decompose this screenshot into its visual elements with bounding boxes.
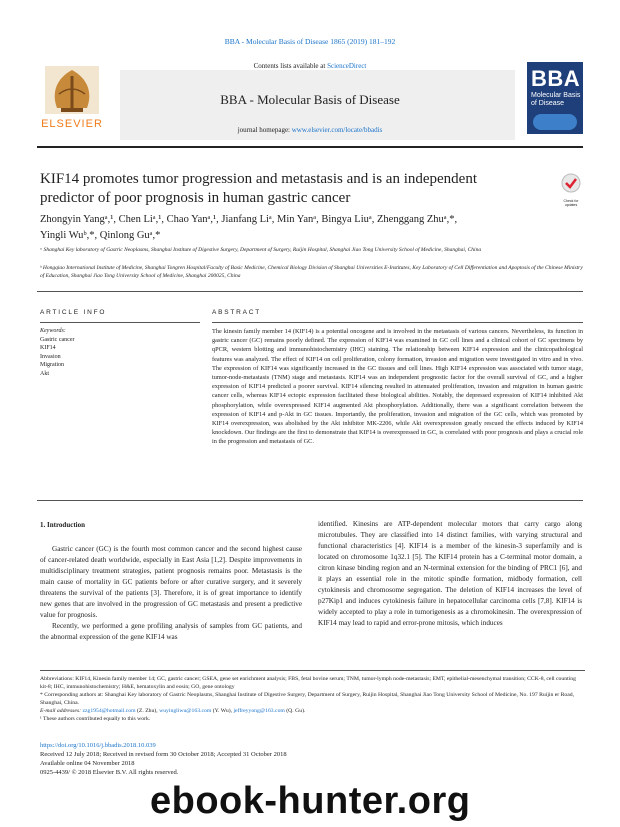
- intro-paragraph: Recently, we performed a gene profiling analysis of samples from GC patients, and the abnormal expression of the gene KIF14 was: [40, 622, 302, 641]
- intro-paragraph: Gastric cancer (GC) is the fourth most common cancer and the second highest cause of cancer-related death worldwide, especially in East Asia [1,2]. Despite improvements in multidisciplinary treatment strategies, patient prognosis remains poor. Metastasis is the main cause of mortality in GC patients before or after curative surgery, and it severely threatens the survival of the patients [3]. Therefore, it is of great importance to identify new genes that are involved in the progression of GC metastasis and present a predictive value for prognosis.: [40, 545, 302, 619]
- homepage-link[interactable]: www.elsevier.com/locate/bbadis: [291, 126, 383, 134]
- keyword: Akt: [40, 370, 49, 377]
- publication-info: [40, 741, 287, 777]
- author-list: [40, 212, 580, 244]
- authors-line-2: Yingli Wuᵇ,*, Qinlong Guᵃ,*: [40, 230, 161, 241]
- email-addresses: E-mail addresses: zzg1954@hotmail.com (Z. Zhu), wuyingliwu@163.com (Y. Wu), jeffreyyong@163.com (Q. Gu).: [40, 708, 306, 714]
- abbreviations: Abbreviations: KIF14, Kinesin family member 14; GC, gastric cancer; GSEA, gene set enrichment analysis; FBS, fetal bovine serum; TNM, tumor-lymph node-metastasis; EMT, epithelial-mesenchymal transition; CCK-8, cell counting kit-8; IHC, immunohistochemistry; H&E, hematoxylin and eosin; GO, gene ontology: [40, 676, 576, 690]
- check-label: Check for updates: [563, 199, 579, 207]
- cover-graphic: [533, 114, 577, 130]
- update-icon: [559, 172, 583, 194]
- journal-reference[interactable]: BBA - Molecular Basis of Disease 1865 (2019) 181–192: [224, 37, 396, 46]
- authors-line-1: Zhongyin Yangᵃ,¹, Chen Liᵃ,¹, Chao Yanᵃ,¹, Jianfang Liᵃ, Min Yanᵃ, Bingya Liuᵃ, Zhenggang Zhuᵃ,*,: [40, 214, 458, 225]
- affiliation-b: ᵇ Hongqiao International Institute of Medicine, Shanghai Tongren Hospital/Faculty of Basic Medicine, Chemical Biology Division of Shanghai Universities E-Institutes, Key Laboratory of Cell Differentiation and Apoptosis of the Chinese Ministry of Education, Shanghai Jiao Tong University School of Medicine, Shanghai 200025, China: [40, 265, 583, 279]
- copyright: 0925-4439/ © 2018 Elsevier B.V. All rights reserved.: [40, 769, 179, 776]
- cover-title: BBA: [531, 66, 581, 91]
- abstract-heading: ABSTRACT: [212, 309, 262, 316]
- doi-link[interactable]: https://doi.org/10.1016/j.bbadis.2018.10.039: [40, 742, 156, 749]
- footnote-rule: [40, 670, 585, 671]
- contents-line: Contents lists available at ScienceDirect: [253, 62, 367, 70]
- abstract-rule: [212, 322, 583, 323]
- affiliation-rule: [37, 291, 583, 292]
- introduction-heading: 1. Introduction: [40, 521, 85, 529]
- keyword: Invasion: [40, 353, 61, 360]
- sciencedirect-link[interactable]: ScienceDirect: [327, 62, 367, 70]
- publisher-name: ELSEVIER: [41, 118, 103, 130]
- affiliation-a: ᵃ Shanghai Key laboratory of Gastric Neoplasms, Shanghai Institute of Digestive Surgery, Department of Surgery, Ruijin Hospital, Shanghai Jiao Tong University School of Medicine, Shanghai, China: [40, 247, 482, 253]
- online-date: Available online 04 November 2018: [40, 760, 135, 767]
- keyword: Gastric cancer: [40, 336, 75, 343]
- journal-cover: [527, 62, 583, 134]
- journal-title: BBA - Molecular Basis of Disease: [220, 92, 400, 107]
- cover-subtitle: Molecular Basis of Disease: [531, 92, 581, 107]
- keyword: KIF14: [40, 345, 56, 351]
- keyword: Migration: [40, 362, 64, 368]
- abstract-text: The kinesin family member 14 (KIF14) is a potential oncogene and is involved in the metastasis of various cancers. Nevertheless, its function in gastric cancer (GC) remains poorly defined. The expression of KIF14 was examined in GC cell lines and a clinical cohort of GC specimens by qPCR, western blotting and immunohistochemistry (IHC) staining. The relationship between KIF14 expression and the clinicopathological features was analyzed. The effect of KIF14 on cell proliferation, colony formation, invasion and migration were investigated in vitro and in vivo. The expression of KIF14 was significantly increased in the GC tissues and cell lines. High KIF14 expression was associated with tumor stage, tumor-node-metastasis (TNM) stage and metastasis. KIF14 was an independent prognostic factor for the overall survival of GC, and a higher expression of KIF14 predicted a poorer survival. KIF14 silencing resulted in attenuated proliferation, invasion and migration in human gastric cancer cells, whereas KIF14 ectopic expression facilitated these biological abilities. Notably, the depressed expression of KIF14 inhibited Akt phosphorylation, while overexpressed KIF14 augmented Akt phosphorylation. Additionally, there was a significant correlation between the expression of KIF14 and p-Akt in GC tissues. Importantly, the proliferation, invasion and migration of the GC cells, which was promoted by KIF14 overexpression, was abolished by the Akt inhibitor MK-2206, while Akt overexpression greatly rescued the effects induced by KIF14 knockdown. Our findings are the first to demonstrate that KIF14 is overexpressed in GC, is correlated with poor prognosis and plays a crucial role in the progression and metastasis of GC.: [212, 328, 583, 446]
- keywords-label: Keywords:: [40, 328, 66, 334]
- header-rule: [37, 146, 583, 148]
- email-link[interactable]: zzg1954@hotmail.com: [82, 708, 136, 714]
- article-title: KIF14 promotes tumor progression and metastasis and is an independent predictor of poor prognosis in human gastric cancer: [40, 171, 478, 206]
- keywords-block: [40, 327, 74, 378]
- received-dates: Received 12 July 2018; Received in revised form 30 October 2018; Accepted 31 October 2018: [40, 751, 287, 758]
- intro-right-column: [318, 519, 582, 629]
- article-info-rule: [40, 322, 200, 323]
- article-info-heading: ARTICLE INFO: [40, 309, 107, 316]
- watermark-text: ebook-hunter.org: [150, 780, 471, 822]
- equal-contribution-note: ¹ These authors contributed equally to this work.: [40, 716, 151, 722]
- abstract-bottom-rule: [37, 500, 583, 501]
- intro-paragraph: identified. Kinesins are ATP-dependent molecular motors that carry cargo along microtubules. They are classified into 14 distinct families, with varying structural and functional characteristics [4]. KIF14 is a member of the kinesin-3 superfamily and is located on chromosome 1q32.1 [5]. The KIF14 protein has a C-terminal motor domain, a citron kinase binding region and an N-terminal extension for the binding of PRC1 [6], and it plays an essential role in the mitotic spindle formation, midbody formation, cell cytokinesis and chromosome segregation. The deletion of KIF14 increases the level of p27Kip1 and induces cytokinesis failure in hepatocellular carcinoma cells [7,8]. KIF14 is widely accepted to play a role in tumorigenesis as a chromokinesin. The overexpression of KIF14 may lead to rapid and error-prone mitosis, which induces: [318, 520, 582, 627]
- email-link[interactable]: wuyingliwu@163.com: [159, 708, 212, 714]
- journal-homepage: journal homepage: www.elsevier.com/locate/bbadis: [237, 126, 383, 134]
- footnotes: [40, 675, 585, 723]
- corresponding-authors: * Corresponding authors at: Shanghai Key laboratory of Gastric Neoplasms, Shanghai Institute of Digestive Surgery, Department of Surgery, Ruijin Hospital, Shanghai Jiao Tong University School of Medicine, No. 197 Ruijin er Road, Shanghai, China.: [40, 692, 575, 706]
- check-for-updates-badge[interactable]: [559, 172, 583, 207]
- intro-left-column: [40, 544, 302, 643]
- email-link[interactable]: jeffreyyong@163.com: [233, 708, 285, 714]
